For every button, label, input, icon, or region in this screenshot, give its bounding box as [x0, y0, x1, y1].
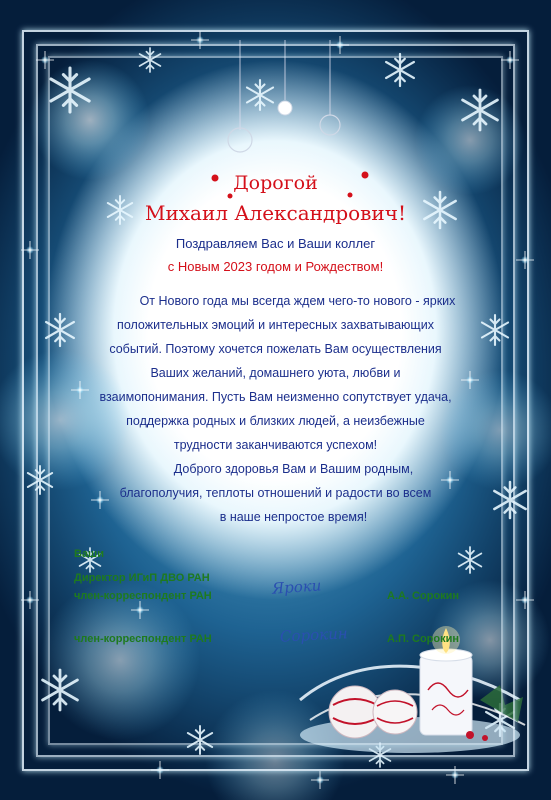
signature-rank-1: член-корреспондент РАН — [74, 590, 212, 602]
handwritten-signature-2: Сорокин — [279, 624, 349, 646]
greeting-line-2: Михаил Александрович! — [144, 201, 407, 225]
body-line: событий. Поэтому хочется пожелать Вам осуществления — [109, 342, 442, 356]
body-line: взаимопонимания. Пусть Вам неизменно сопутствует удача, — [99, 390, 452, 404]
intro-line: Поздравляем Вас и Ваши коллег — [175, 236, 376, 251]
signature-yours: Ваши — [74, 548, 104, 560]
signature-name-1: А.А. Сорокин — [387, 590, 460, 602]
body-line: трудности заканчиваются успехом! — [173, 438, 378, 452]
signature-name-2: А.П. Сорокин — [387, 633, 460, 645]
signature-rank-2: член-корреспондент РАН — [74, 633, 212, 645]
body-line: Доброго здоровья Вам и Вашим родным, — [173, 462, 414, 476]
body-line: положительных эмоций и интересных захватывающих — [117, 318, 434, 332]
body-line: благополучия, теплоты отношений и радости во всем — [119, 486, 432, 500]
body-line: От Нового года мы всегда ждем чего-то нового - ярких — [139, 294, 456, 308]
greeting-line-1: Дорогой — [233, 172, 318, 194]
signature-director-title: Директор ИГиП ДВО РАН — [74, 572, 210, 584]
body-line: в наше непростое время! — [219, 510, 368, 524]
body-line: Ваших желаний, домашнего уюта, любви и — [150, 366, 401, 380]
holiday-line: с Новым 2023 годом и Рождеством! — [167, 259, 384, 274]
handwritten-signature-1: Яроки — [271, 576, 322, 598]
body-line: поддержка родных и близких людей, а неизбежные — [126, 414, 425, 428]
